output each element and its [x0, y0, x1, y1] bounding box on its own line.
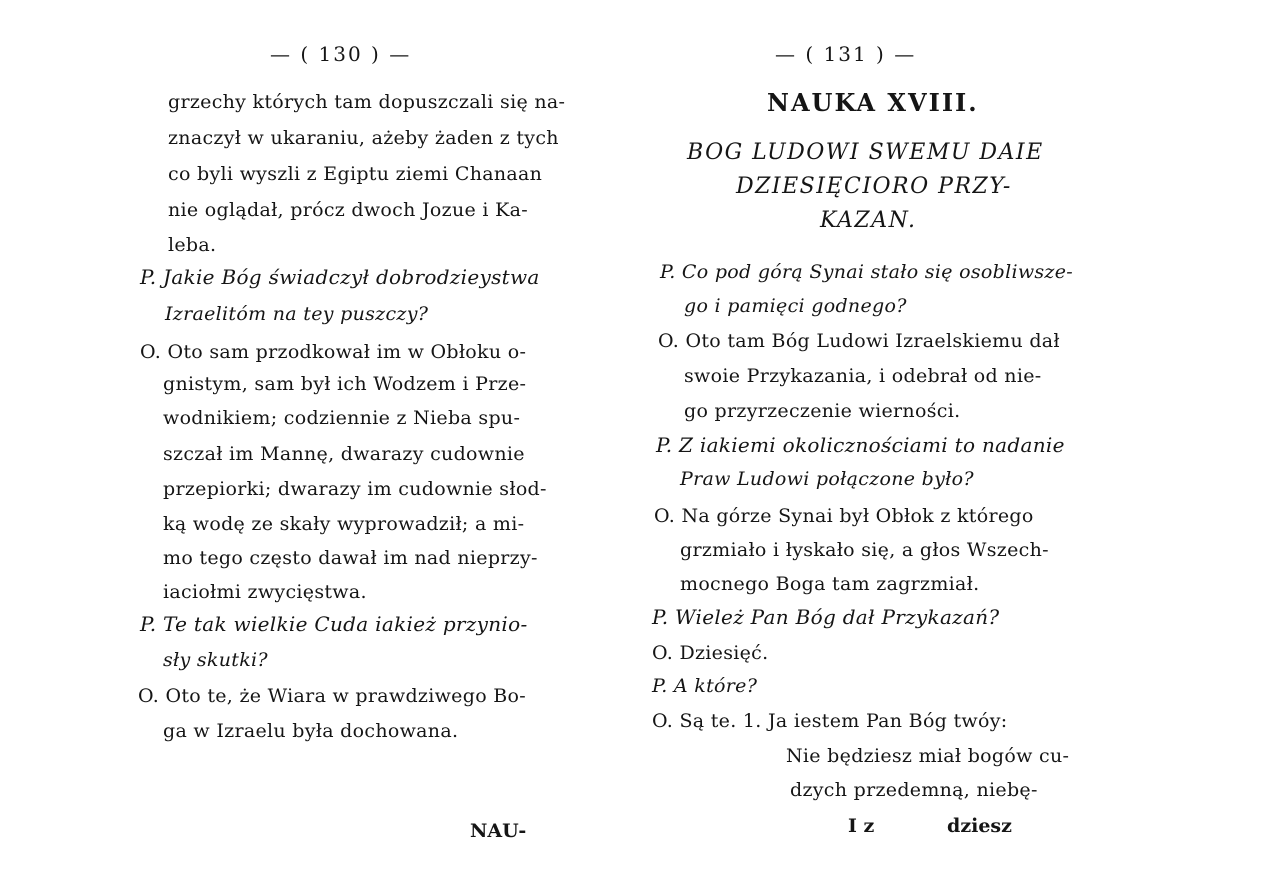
question-line: P. Co pod górą Synai stało się osobliwsze-: [660, 261, 1074, 283]
question-line: P. A które?: [652, 675, 758, 697]
text-line: nie oglądał, prócz dwoch Jozue i Ka-: [168, 199, 528, 221]
section-title: NAUKA XVIII.: [767, 88, 979, 117]
text-line: grzechy których tam dopuszczali się na-: [168, 91, 566, 113]
answer-line: gnistym, sam był ich Wodzem i Prze-: [163, 373, 527, 395]
answer-line: O. Oto te, że Wiara w prawdziwego Bo-: [138, 685, 526, 707]
answer-line: przepiorki; dwarazy im cudownie słod-: [163, 478, 547, 500]
answer-line: mocnego Boga tam zagrzmiał.: [680, 573, 980, 595]
page-number-header: — ( 131 ) —: [775, 42, 917, 66]
answer-line: O. Oto sam przodkował im w Obłoku o-: [140, 341, 527, 363]
section-subtitle: BOG LUDOWI SWEMU DAIE: [687, 140, 1044, 165]
page-number-header: — ( 130 ) —: [270, 42, 412, 66]
answer-line: ga w Izraelu była dochowana.: [163, 720, 459, 742]
answer-line: szczał im Mannę, dwarazy cudownie: [163, 443, 525, 465]
section-subtitle: KAZAN.: [820, 208, 917, 233]
answer-line: dzych przedemną, niebę-: [790, 779, 1038, 801]
catchword: NAU-: [470, 820, 527, 842]
question-line: Praw Ludowi połączone było?: [680, 468, 974, 490]
answer-line: O. Są te. 1. Ja iestem Pan Bóg twóy:: [652, 710, 1008, 732]
answer-line: swoie Przykazania, i odebrał od nie-: [684, 365, 1042, 387]
answer-line: mo tego często dawał im nad nieprzy-: [163, 547, 538, 569]
question-line: sły skutki?: [163, 649, 268, 671]
answer-line: grzmiało i łyskało się, a głos Wszech-: [680, 539, 1049, 561]
text-line: co byli wyszli z Egiptu ziemi Chanaan: [168, 163, 543, 185]
section-subtitle: DZIESIĘCIORO PRZY-: [736, 174, 1012, 199]
answer-line: O. Dziesięć.: [652, 642, 769, 664]
text-line: leba.: [168, 234, 217, 256]
answer-line: O. Oto tam Bóg Ludowi Izraelskiemu dał: [658, 330, 1060, 352]
answer-line: go przyrzeczenie wierności.: [684, 400, 961, 422]
question-line: go i pamięci godnego?: [684, 295, 907, 317]
question-line: Izraelitóm na tey puszczy?: [165, 303, 429, 325]
left-page: [0, 0, 630, 893]
question-line: P. Wieleż Pan Bóg dał Przykazań?: [652, 605, 1000, 629]
answer-line: iaciołmi zwycięstwa.: [163, 581, 367, 603]
question-line: P. Z iakiemi okolicznościami to nadanie: [656, 433, 1065, 457]
question-line: P. Jakie Bóg świadczył dobrodzieystwa: [140, 265, 540, 289]
answer-line: ką wodę ze skały wyprowadził; a mi-: [163, 513, 525, 535]
answer-line: wodnikiem; codziennie z Nieba spu-: [163, 407, 521, 429]
answer-line: O. Na górze Synai był Obłok z którego: [654, 505, 1034, 527]
right-page: [630, 0, 1263, 893]
catchword: I z dziesz: [848, 815, 1012, 837]
text-line: znaczył w ukaraniu, ażeby żaden z tych: [168, 127, 559, 149]
question-line: P. Te tak wielkie Cuda iakież przynio-: [140, 612, 528, 636]
answer-line: Nie będziesz miał bogów cu-: [786, 745, 1070, 767]
